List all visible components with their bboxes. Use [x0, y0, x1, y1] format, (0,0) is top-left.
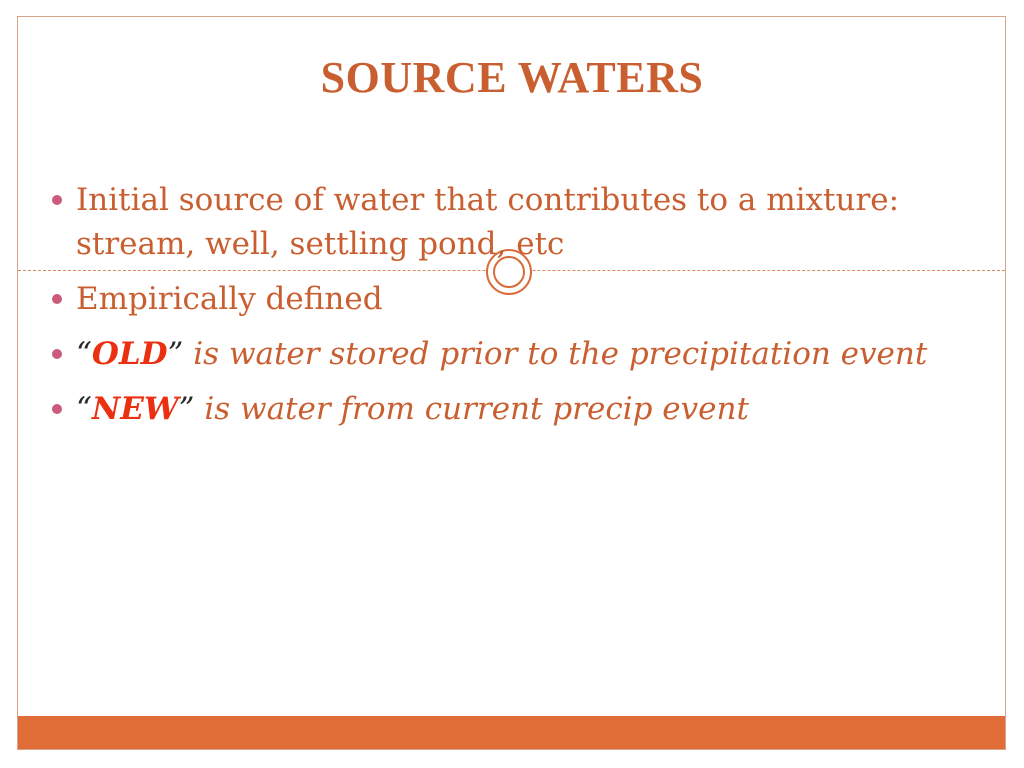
open-quote: “	[76, 391, 92, 427]
bullet-item	[48, 387, 978, 431]
bullet-item	[48, 277, 978, 321]
term-new: NEW	[91, 391, 179, 427]
slide-title: SOURCE WATERS	[320, 53, 704, 102]
bottom-accent-bar	[18, 716, 1005, 749]
open-quote: “	[76, 336, 92, 372]
term-old: OLD	[91, 336, 168, 372]
bullet-item	[48, 332, 978, 376]
bullet-item	[48, 178, 978, 266]
bullet-list	[48, 178, 978, 442]
bullet-text: is water from current precip event	[194, 391, 749, 427]
bullet-dot-icon	[52, 404, 62, 414]
bullet-text: Initial source of water that contributes to a mixture: stream, well, settling pond, etc	[76, 182, 900, 262]
close-quote: ”	[167, 336, 184, 372]
bullet-dot-icon	[52, 195, 62, 205]
close-quote: ”	[178, 391, 195, 427]
bullet-text: Empirically defined	[76, 281, 383, 317]
bullet-dot-icon	[52, 349, 62, 359]
bullet-text: is water stored prior to the precipitation event	[183, 336, 928, 372]
bullet-dot-icon	[52, 294, 62, 304]
